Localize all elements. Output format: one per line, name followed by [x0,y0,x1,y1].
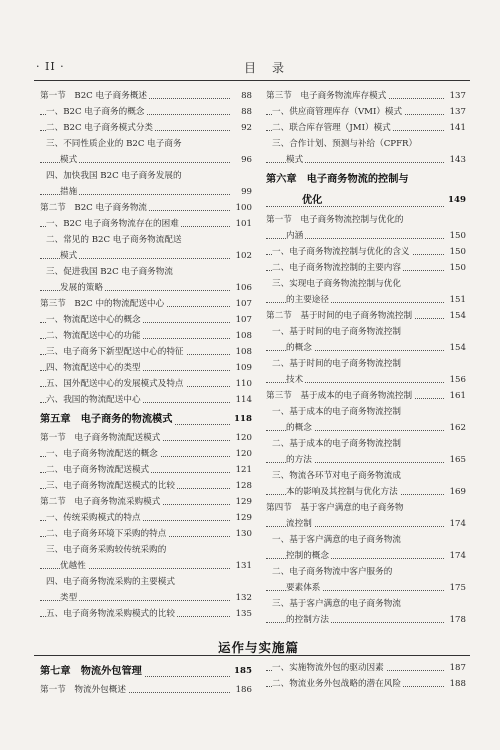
leader-dots [266,206,444,207]
toc-entry-page: 178 [448,612,466,628]
toc-entry-title: 三、电子商务采购较传统采购的 [46,545,167,555]
toc-entry [266,120,466,136]
toc-entry-page: 108 [234,344,252,360]
toc-entry [266,260,466,276]
toc-bottom-right-column [266,660,466,692]
toc-entry [266,244,466,260]
toc-entry-title: 一、物流配送中心的概念 [46,315,141,325]
toc-entry [40,184,252,200]
toc-left-column [40,88,252,622]
page-title: 目录 [244,61,301,75]
toc-entry-title: 四、加快我国 B2C 电子商务发展的 [46,171,182,181]
toc-entry-page: 154 [448,308,466,324]
toc-entry-title: 一、电子商务物流配送的概念 [46,449,158,459]
toc-entry [40,328,252,344]
toc-entry-page: 120 [234,430,252,446]
toc-entry-page: 165 [448,452,466,468]
toc-entry-title: 一、B2C 电子商务的概念 [46,107,145,117]
toc-entry [266,228,466,244]
toc-entry-page: 156 [448,372,466,388]
toc-entry-title: 模式 [60,251,78,261]
toc-entry-title: 二、B2C 电子商务模式分类 [46,123,154,133]
toc-entry-page: 149 [446,190,466,210]
toc-entry-page: 162 [448,420,466,436]
part-rule [34,655,470,656]
toc-entry-page: 185 [232,660,252,682]
toc-entry-title: 一、供应商管理库存（VMI）模式 [272,107,403,117]
toc-entry [40,590,252,606]
toc-entry-title: 二、物流配送中心的功能 [46,331,141,341]
toc-entry [266,340,466,356]
toc-entry-page: 131 [234,558,252,574]
toc-entry [40,430,252,446]
toc-entry-page: 110 [234,376,252,392]
toc-entry [266,580,466,596]
toc-entry-page: 118 [232,408,252,430]
toc-entry-page: 151 [448,292,466,308]
part-title: 运作与实施篇 [218,640,300,655]
toc-entry-title: 二、常见的 B2C 电子商务物流配送 [46,235,182,245]
toc-entry [40,462,252,478]
toc-entry-title: 优化 [302,194,323,206]
toc-entry [40,312,252,328]
toc-entry-page: 106 [234,280,252,296]
toc-entry-title: 类型 [60,593,78,603]
toc-entry-title: 第四节 基于客户满意的电子商务物 [266,503,404,513]
toc-entry [266,104,466,120]
toc-entry [40,526,252,542]
toc-entry-page: 187 [448,660,466,676]
toc-entry-title: 第一节 物流外包概述 [40,685,126,695]
toc-entry-page: 175 [448,580,466,596]
toc-chapter-entry [40,408,252,430]
toc-entry [40,152,252,168]
toc-entry-title: 二、电子商务物流配送模式 [46,465,150,475]
toc-entry-title: 四、电子商务物流采购的主要模式 [46,577,175,587]
toc-entry-title: 的概念 [286,343,312,353]
toc-entry-title: 的主要途径 [286,295,329,305]
toc-entry-page: 161 [448,388,466,404]
toc-entry-title: 第六章 电子商务物流的控制与 [266,173,409,185]
toc-entry-title: 五、电子商务物流采购模式的比较 [46,609,175,619]
toc-entry-title: 三、不同性质企业的 B2C 电子商务 [46,139,182,149]
toc-entry [40,376,252,392]
toc-entry-title: 控制的概念 [286,551,329,561]
toc-entry-page: 121 [234,462,252,478]
toc-entry [266,404,466,420]
toc-entry-page: 186 [234,682,252,698]
toc-entry [40,494,252,510]
toc-entry-title: 一、实施物流外包的驱动因素 [272,663,384,673]
toc-entry-title: 三、合作计划、预测与补给（CPFR） [272,139,418,149]
toc-entry-page: 150 [448,244,466,260]
toc-entry-title: 六、我国的物流配送中心 [46,395,141,405]
toc-entry [40,104,252,120]
toc-entry-title: 二、电子商务物流中客户服务的 [272,567,393,577]
toc-entry [266,676,466,692]
page-number: · II · [36,60,65,73]
toc-entry [266,152,466,168]
toc-entry-title: 第五章 电子商务的物流模式 [40,413,173,425]
toc-entry-title: 第三节 电子商务物流库存模式 [266,91,387,101]
toc-entry-title: 模式 [60,155,78,165]
toc-entry [266,612,466,628]
toc-bottom-left-column [40,660,252,698]
toc-entry [40,264,252,280]
toc-entry-title: 本的影响及其控制与优化方法 [286,487,398,497]
toc-entry-title: 二、电子商务环境下采购的特点 [46,529,167,539]
toc-entry [40,136,252,152]
toc-entry-title: 的控制方法 [286,615,329,625]
toc-entry-title: 的概念 [286,423,312,433]
toc-entry [40,120,252,136]
toc-entry [266,516,466,532]
toc-entry [266,292,466,308]
toc-entry-page: 169 [448,484,466,500]
toc-entry-title: 五、国外配送中心的发展模式及特点 [46,379,184,389]
toc-entry [266,452,466,468]
toc-entry-title: 流控制 [286,519,312,529]
toc-entry-title: 二、联合库存管理（JMI）模式 [272,123,391,133]
toc-entry-page: 135 [234,606,252,622]
toc-entry-page: 114 [234,392,252,408]
toc-entry [266,468,466,484]
toc-entry-page: 137 [448,88,466,104]
toc-entry-title: 二、物流业务外包战略的潜在风险 [272,679,401,689]
toc-entry-title: 三、电子商务下新型配送中心的特征 [46,347,184,357]
toc-entry-page: 128 [234,478,252,494]
toc-entry [40,574,252,590]
toc-entry-title: 技术 [286,375,304,385]
toc-entry-title: 第一节 B2C 电子商务概述 [40,91,148,101]
toc-entry-page: 88 [239,104,252,120]
toc-entry [40,296,252,312]
toc-entry [266,564,466,580]
toc-chapter-entry [266,190,466,212]
toc-entry [40,682,252,698]
toc-entry-title: 二、基于时间的电子商务物流控制 [272,359,401,369]
toc-entry-page: 150 [448,260,466,276]
toc-entry-title: 第三节 B2C 中的物流配送中心 [40,299,165,309]
toc-entry [40,344,252,360]
toc-right-column [266,88,466,628]
header-rule [34,80,470,81]
toc-entry-page: 174 [448,516,466,532]
toc-chapter-entry [40,660,252,682]
toc-entry [40,200,252,216]
toc-entry [266,356,466,372]
toc-entry-title: 的方法 [286,455,312,465]
toc-entry [40,232,252,248]
toc-entry-title: 第七章 物流外包管理 [40,665,142,677]
toc-entry [266,436,466,452]
toc-entry [266,388,466,404]
toc-entry-title: 一、基于客户满意的电子商务物流 [272,535,401,545]
toc-entry-title: 措施 [60,187,78,197]
toc-entry-page: 130 [234,526,252,542]
toc-entry-title: 三、基于客户满意的电子商务物流 [272,599,401,609]
toc-entry [266,484,466,500]
toc-entry-page: 108 [234,328,252,344]
toc-entry-page: 96 [239,152,252,168]
toc-entry-page: 188 [448,676,466,692]
toc-entry-page: 174 [448,548,466,564]
toc-entry-page: 129 [234,510,252,526]
toc-entry-page: 102 [234,248,252,264]
toc-entry [266,532,466,548]
toc-entry [266,324,466,340]
toc-entry-page: 101 [234,216,252,232]
toc-entry-page: 107 [234,296,252,312]
toc-entry-title: 第二节 电子商务物流采购模式 [40,497,161,507]
toc-entry [40,360,252,376]
toc-entry-title: 第二节 基于时间的电子商务物流控制 [266,311,413,321]
toc-entry-page: 92 [239,120,252,136]
toc-entry-page: 88 [239,88,252,104]
toc-entry-title: 三、物流各环节对电子商务物流成 [272,471,401,481]
toc-entry-page: 132 [234,590,252,606]
toc-entry-title: 要素体系 [286,583,321,593]
toc-entry [40,478,252,494]
toc-entry [40,280,252,296]
toc-entry-page: 109 [234,360,252,376]
toc-entry-page: 100 [234,200,252,216]
toc-entry-page: 129 [234,494,252,510]
toc-entry-title: 内涵 [286,231,304,241]
toc-entry-page: 143 [448,152,466,168]
toc-entry-title: 优越性 [60,561,86,571]
toc-entry [40,392,252,408]
toc-entry [266,420,466,436]
toc-entry-title: 一、B2C 电子商务物流存在的困难 [46,219,179,229]
toc-entry-title: 第一节 电子商务物流配送模式 [40,433,161,443]
toc-entry [266,276,466,292]
toc-entry [40,248,252,264]
toc-entry-title: 三、促进我国 B2C 电子商务物流 [46,267,173,277]
toc-entry-title: 四、物流配送中心的类型 [46,363,141,373]
toc-entry-page: 154 [448,340,466,356]
toc-entry [266,136,466,152]
toc-entry-title: 第三节 基于成本的电子商务物流控制 [266,391,413,401]
toc-entry-page: 99 [239,184,252,200]
toc-entry-title: 二、电子商务物流控制的主要内容 [272,263,401,273]
toc-entry [40,168,252,184]
toc-entry [40,88,252,104]
page-header [0,0,500,100]
toc-entry [266,372,466,388]
toc-entry-title: 二、基于成本的电子商务物流控制 [272,439,401,449]
toc-entry [40,558,252,574]
toc-entry-page: 150 [448,228,466,244]
toc-chapter-entry [266,168,466,190]
toc-entry-title: 三、实现电子商务物流控制与优化 [272,279,401,289]
toc-entry [266,660,466,676]
toc-entry-title: 一、基于时间的电子商务物流控制 [272,327,401,337]
toc-entry-title: 三、电子商务物流配送模式的比较 [46,481,175,491]
toc-entry [40,216,252,232]
toc-entry [266,596,466,612]
toc-entry-page: 107 [234,312,252,328]
toc-entry [266,212,466,228]
toc-entry [40,542,252,558]
toc-entry [266,500,466,516]
toc-entry [266,88,466,104]
toc-entry-title: 模式 [286,155,304,165]
toc-entry-page: 120 [234,446,252,462]
toc-entry-title: 第一节 电子商务物流控制与优化的 [266,215,404,225]
toc-entry-title: 一、电子商务物流控制与优化的含义 [272,247,410,257]
toc-entry [40,510,252,526]
toc-entry [266,548,466,564]
toc-entry-title: 发展的策略 [60,283,103,293]
toc-entry [40,446,252,462]
toc-entry-title: 一、基于成本的电子商务物流控制 [272,407,401,417]
toc-entry-title: 一、传统采购模式的特点 [46,513,141,523]
toc-entry [266,308,466,324]
toc-entry [40,606,252,622]
toc-entry-title: 第二节 B2C 电子商务物流 [40,203,148,213]
toc-entry-page: 141 [448,120,466,136]
toc-entry-page: 137 [448,104,466,120]
